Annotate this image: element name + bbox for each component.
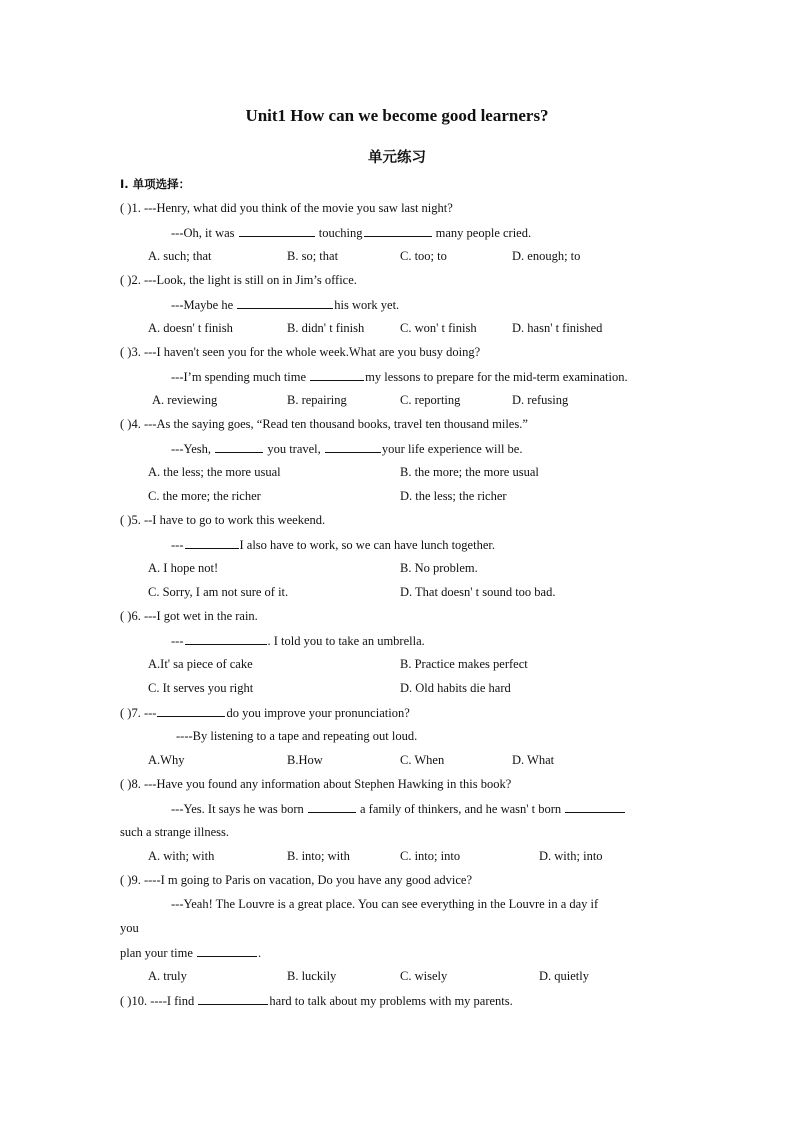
response-text: --- xyxy=(171,538,184,552)
option-b: B. so; that xyxy=(287,249,339,263)
response-text: plan your time xyxy=(120,946,197,960)
answer-paren: ( ) xyxy=(120,609,132,623)
page-title: Unit1 How can we become good learners? xyxy=(245,106,549,125)
question-8-continuation: such a strange illness. xyxy=(120,825,230,839)
option-d: D. enough; to xyxy=(512,249,581,263)
section-heading: I. 单项选择： xyxy=(120,177,191,191)
question-8-response xyxy=(171,800,626,816)
response-text: ---Yes. It says he was born xyxy=(171,802,307,816)
option-a: A. doesn' t finish xyxy=(148,321,233,335)
option-b: B. into; with xyxy=(287,849,350,863)
option-d: D. refusing xyxy=(512,393,569,407)
answer-blank xyxy=(310,368,364,381)
answer-paren: ( ) xyxy=(120,417,132,431)
option-d: D. That doesn' t sound too bad. xyxy=(400,585,556,599)
answer-blank xyxy=(364,224,432,237)
question-5 xyxy=(120,512,325,528)
response-text: . I told you to take an umbrella. xyxy=(267,634,425,648)
answer-blank xyxy=(197,944,257,957)
answer-blank xyxy=(239,224,315,237)
response-text: my lessons to prepare for the mid-term examination. xyxy=(365,370,628,384)
option-a: A. I hope not! xyxy=(148,561,219,575)
response-text: many people cried. xyxy=(432,226,532,240)
question-6-response xyxy=(171,632,425,648)
question-9-continuation: you xyxy=(120,921,139,935)
option-a: A. truly xyxy=(148,969,187,983)
option-c: C. reporting xyxy=(400,393,461,407)
question-1-response xyxy=(171,224,531,240)
question-text: 8. ---Have you found any information about Stephen Hawking in this book? xyxy=(131,777,512,791)
answer-blank xyxy=(215,440,263,453)
option-a: A. the less; the more usual xyxy=(148,465,281,479)
question-4 xyxy=(120,416,528,432)
response-text: ---Yesh, xyxy=(171,442,215,456)
response-text: your life experience will be. xyxy=(381,442,523,456)
answer-paren: ( ) xyxy=(120,273,132,287)
question-5-response xyxy=(171,536,495,552)
question-text: 10. ----I find xyxy=(131,994,198,1008)
question-4-response xyxy=(171,440,522,456)
option-c: C. into; into xyxy=(400,849,461,863)
option-c: C. It serves you right xyxy=(148,681,254,695)
question-9-continuation-2 xyxy=(120,944,261,960)
response-text: ---Maybe he xyxy=(171,298,237,312)
option-d: D. Old habits die hard xyxy=(400,681,511,695)
option-c: C. won' t finish xyxy=(400,321,477,335)
question-9-response: ---Yeah! The Louvre is a great place. You can see everything in the Louvre in a day if xyxy=(171,897,599,911)
answer-paren: ( ) xyxy=(120,873,132,887)
option-b: B. Practice makes perfect xyxy=(400,657,528,671)
question-8 xyxy=(120,776,511,792)
answer-blank xyxy=(185,632,267,645)
answer-blank xyxy=(157,704,225,717)
option-b: B. repairing xyxy=(287,393,347,407)
answer-paren: ( ) xyxy=(120,706,132,720)
question-2 xyxy=(120,272,357,288)
question-6 xyxy=(120,608,258,624)
option-c: C. Sorry, I am not sure of it. xyxy=(148,585,289,599)
option-a: A.Why xyxy=(148,753,185,767)
question-3 xyxy=(120,344,480,360)
question-text: 9. ----I m going to Paris on vacation, Do you have any good advice? xyxy=(131,873,472,887)
option-b: B.How xyxy=(287,753,323,767)
question-1 xyxy=(120,200,453,216)
response-text: ---Oh, it was xyxy=(171,226,238,240)
option-c: C. the more; the richer xyxy=(148,489,261,503)
response-text: --- xyxy=(171,634,184,648)
option-c: C. wisely xyxy=(400,969,448,983)
question-text: 7. --- xyxy=(131,706,157,720)
option-b: B. didn' t finish xyxy=(287,321,365,335)
question-text: 4. ---As the saying goes, “Read ten thousand books, travel ten thousand miles.” xyxy=(131,417,528,431)
answer-paren: ( ) xyxy=(120,201,132,215)
option-d: D. the less; the richer xyxy=(400,489,507,503)
option-c: C. When xyxy=(400,753,445,767)
answer-blank xyxy=(325,440,381,453)
question-text: hard to talk about my problems with my parents. xyxy=(269,994,513,1008)
response-text: I also have to work, so we can have lunch together. xyxy=(239,538,495,552)
answer-paren: ( ) xyxy=(120,513,132,527)
option-d: D. hasn' t finished xyxy=(512,321,603,335)
question-text: 3. ---I haven't seen you for the whole week.What are you busy doing? xyxy=(131,345,481,359)
answer-blank xyxy=(308,800,356,813)
question-9 xyxy=(120,872,472,888)
response-text: a family of thinkers, and he wasn' t born xyxy=(356,802,565,816)
page-subtitle: 单元练习 xyxy=(368,150,426,166)
option-b: B. luckily xyxy=(287,969,337,983)
option-d: D. with; into xyxy=(539,849,603,863)
question-10 xyxy=(120,992,513,1008)
option-c: C. too; to xyxy=(400,249,447,263)
response-text: . xyxy=(258,946,262,960)
option-d: D. quietly xyxy=(539,969,589,983)
question-text: 5. --I have to go to work this weekend. xyxy=(131,513,326,527)
answer-blank xyxy=(237,296,333,309)
option-a: A. such; that xyxy=(148,249,212,263)
answer-blank xyxy=(185,536,239,549)
question-7 xyxy=(120,704,410,720)
response-text: you travel, xyxy=(264,442,324,456)
option-a: A. reviewing xyxy=(152,393,218,407)
question-text: 1. ---Henry, what did you think of the movie you saw last night? xyxy=(131,201,453,215)
question-7-response: ----By listening to a tape and repeating out loud. xyxy=(176,729,418,743)
option-d: D. What xyxy=(512,753,555,767)
option-a: A.It' sa piece of cake xyxy=(148,657,253,671)
response-text: his work yet. xyxy=(334,298,400,312)
question-text: 6. ---I got wet in the rain. xyxy=(131,609,258,623)
option-b: B. the more; the more usual xyxy=(400,465,539,479)
question-3-response xyxy=(171,368,628,384)
answer-paren: ( ) xyxy=(120,777,132,791)
answer-paren: ( ) xyxy=(120,994,132,1008)
option-b: B. No problem. xyxy=(400,561,478,575)
question-2-response xyxy=(171,296,399,312)
response-text: ---I’m spending much time xyxy=(171,370,310,384)
answer-paren: ( ) xyxy=(120,345,132,359)
answer-blank xyxy=(565,800,625,813)
answer-blank xyxy=(198,992,268,1005)
question-text: do you improve your pronunciation? xyxy=(226,706,410,720)
response-text: touching xyxy=(315,226,363,240)
option-a: A. with; with xyxy=(148,849,215,863)
question-text: 2. ---Look, the light is still on in Jim’s office. xyxy=(131,273,357,287)
